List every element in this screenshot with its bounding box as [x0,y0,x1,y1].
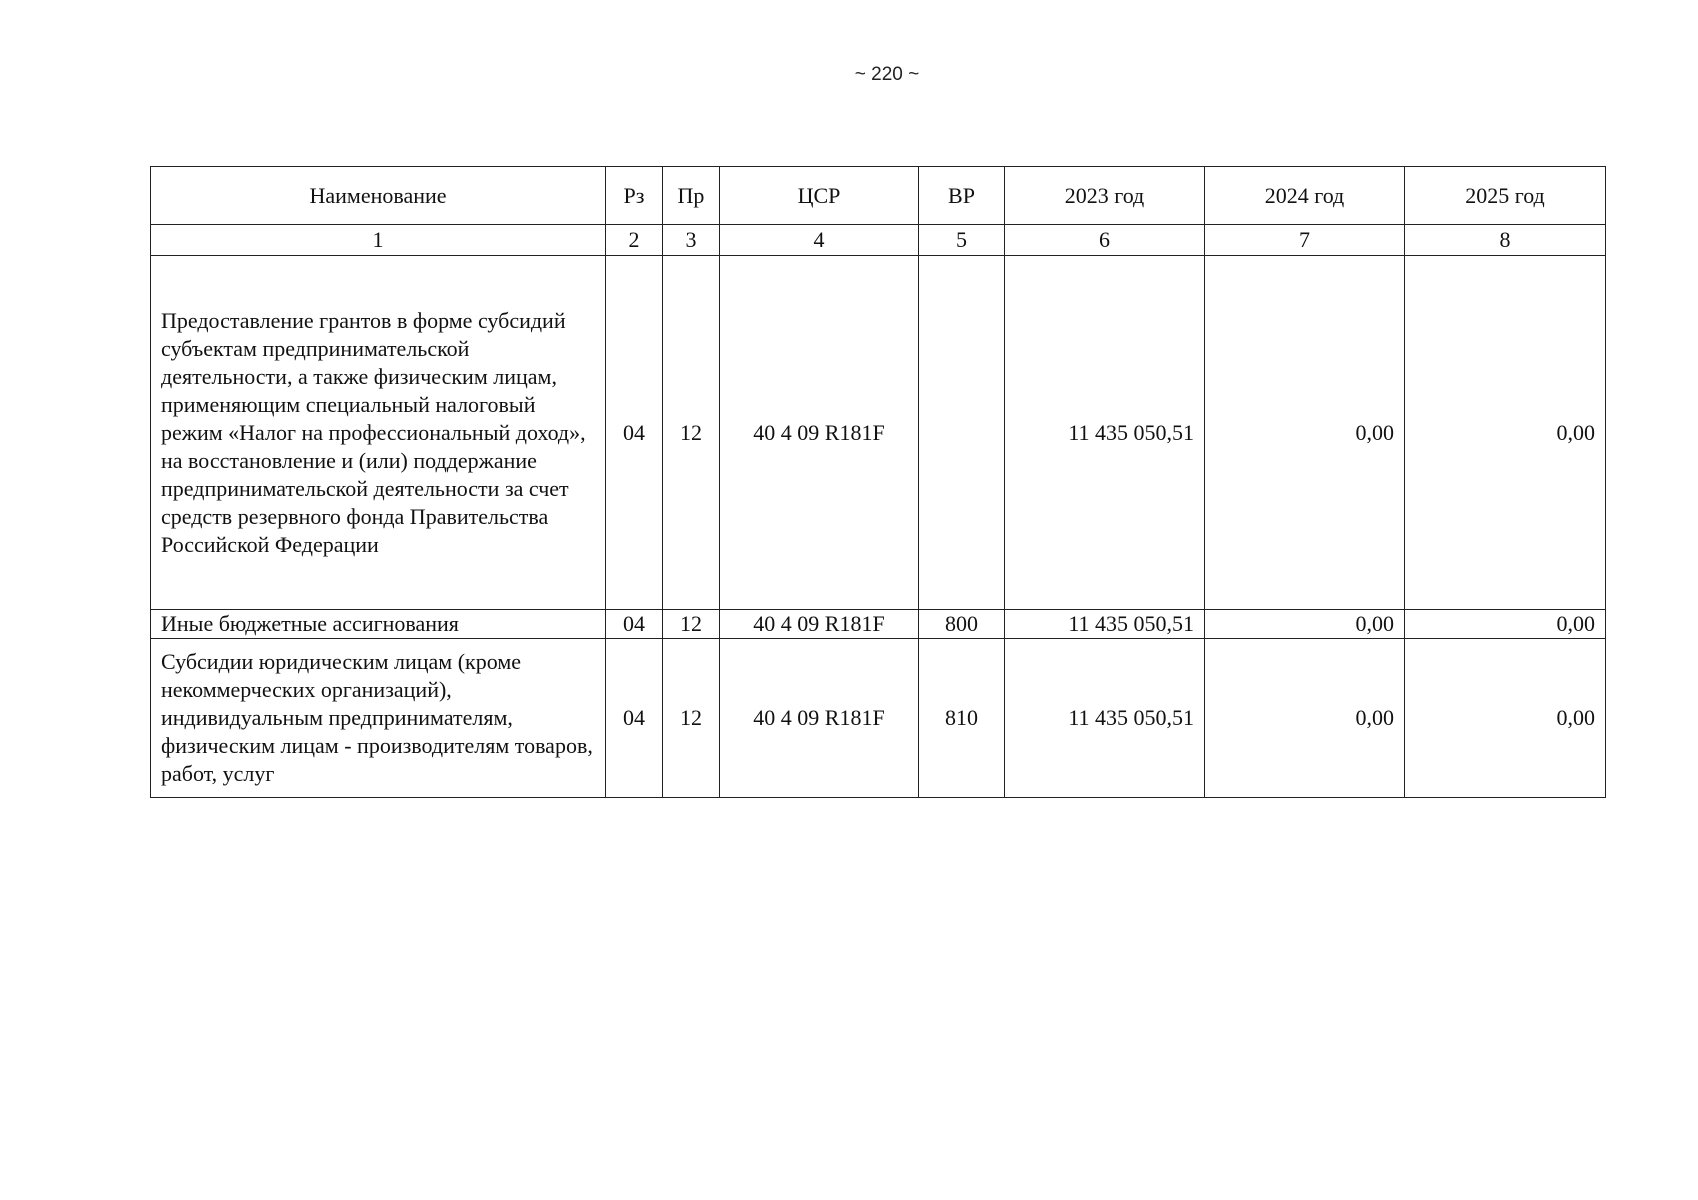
column-number: 4 [720,225,919,256]
row-csr: 40 4 09 R181F [720,639,919,798]
column-number: 3 [663,225,720,256]
row-csr: 40 4 09 R181F [720,256,919,610]
row-2024: 0,00 [1205,639,1405,798]
row-2025: 0,00 [1405,610,1606,639]
row-name: Субсидии юридическим лицам (кроме некоммерческих организаций), индивидуальным предпринимателям, физическим лицам - производителям товаров, работ, услуг [151,639,606,798]
page-number: ~ 220 ~ [854,64,920,85]
table-row [151,639,1606,798]
row-rz: 04 [606,639,663,798]
column-number: 7 [1205,225,1405,256]
row-2023: 11 435 050,51 [1005,256,1205,610]
row-2025: 0,00 [1405,256,1606,610]
row-vr: 810 [919,639,1005,798]
row-2025: 0,00 [1405,639,1606,798]
header-rz: Рз [606,167,663,225]
column-number: 5 [919,225,1005,256]
header-2023: 2023 год [1005,167,1205,225]
row-vr: 800 [919,610,1005,639]
header-2025: 2025 год [1405,167,1606,225]
column-number: 6 [1005,225,1205,256]
column-number: 1 [151,225,606,256]
row-rz: 04 [606,610,663,639]
header-csr: ЦСР [720,167,919,225]
header-row [151,167,1606,225]
row-pr: 12 [663,256,720,610]
row-name: Предоставление грантов в форме субсидий субъектам предпринимательской деятельности, а также физическим лицам, применяющим специальный налоговый режим «Налог на профессиональный доход», на восстановление и (или) поддержание предпринимательской деятельности за счет средств резервного фонда Правительства Российской Федерации [151,256,606,610]
header-vr: ВР [919,167,1005,225]
row-vr [919,256,1005,610]
budget-table [150,166,1606,798]
column-number: 2 [606,225,663,256]
row-name: Иные бюджетные ассигнования [151,610,606,639]
row-2024: 0,00 [1205,256,1405,610]
column-number-row [151,225,1606,256]
table-row [151,256,1606,610]
header-pr: Пр [663,167,720,225]
row-rz: 04 [606,256,663,610]
table-row [151,610,1606,639]
column-number: 8 [1405,225,1606,256]
header-2024: 2024 год [1205,167,1405,225]
row-2024: 0,00 [1205,610,1405,639]
row-pr: 12 [663,639,720,798]
row-csr: 40 4 09 R181F [720,610,919,639]
row-2023: 11 435 050,51 [1005,639,1205,798]
row-pr: 12 [663,610,720,639]
header-name: Наименование [151,167,606,225]
row-2023: 11 435 050,51 [1005,610,1205,639]
